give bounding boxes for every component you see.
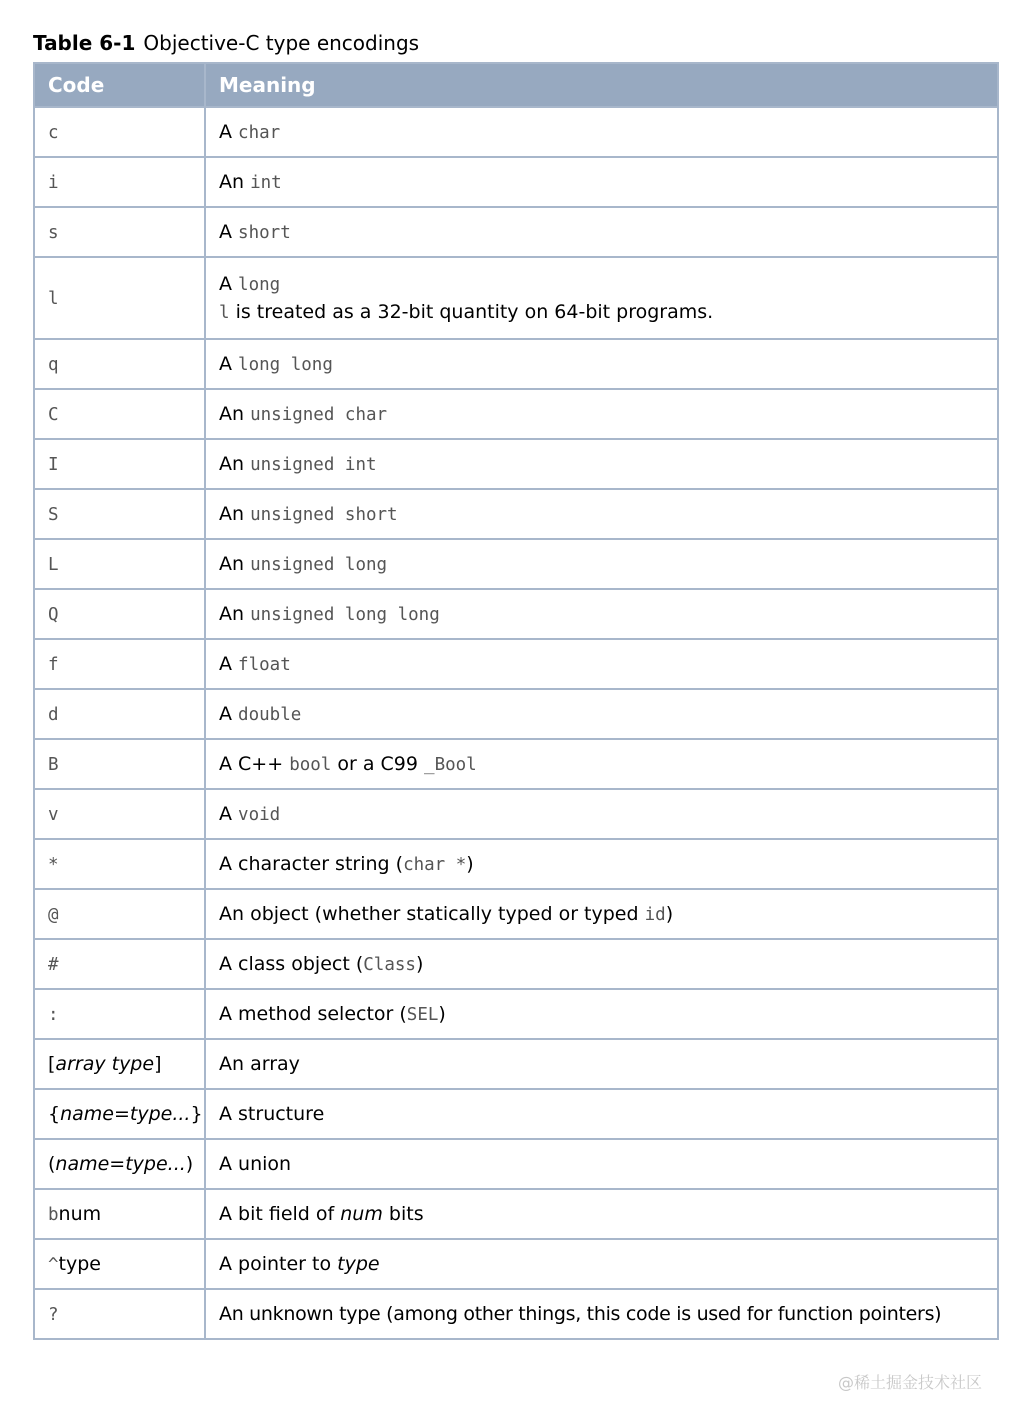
code-segment: num	[58, 1203, 102, 1225]
meaning-segment: or a C99	[331, 753, 425, 775]
table-row	[34, 339, 998, 389]
table-row	[34, 689, 998, 739]
meaning-cell	[205, 1239, 998, 1289]
code-segment: name=type...	[55, 1153, 186, 1175]
table-row	[34, 639, 998, 689]
code-cell	[34, 639, 205, 689]
meaning-segment: A character string (	[219, 853, 404, 875]
meaning-segment: long long	[238, 355, 333, 375]
code-segment: )	[185, 1153, 194, 1175]
table-row	[34, 839, 998, 889]
meaning-segment: unsigned short	[250, 505, 398, 525]
meaning-cell	[205, 839, 998, 889]
meaning-segment: unsigned long	[250, 555, 388, 575]
meaning-segment: )	[665, 903, 674, 925]
meaning-text	[219, 1153, 291, 1175]
meaning-segment: num	[340, 1203, 383, 1225]
meaning-text	[219, 353, 333, 375]
meaning-text	[219, 1003, 446, 1025]
table-row	[34, 1239, 998, 1289]
meaning-segment: type	[337, 1253, 380, 1275]
meaning-segment: id	[644, 905, 666, 925]
code-segment: b	[48, 1205, 59, 1225]
meaning-text	[219, 853, 474, 875]
meaning-segment: char	[238, 123, 281, 143]
meaning-cell	[205, 1189, 998, 1239]
meaning-segment: A	[219, 273, 239, 295]
code-cell	[34, 257, 205, 339]
meaning-cell	[205, 939, 998, 989]
meaning-text	[219, 273, 280, 295]
code-value: f	[48, 655, 59, 675]
code-cell	[34, 489, 205, 539]
meaning-text	[219, 503, 398, 525]
code-value: ?	[48, 1305, 59, 1325]
meaning-segment: bits	[382, 1203, 424, 1225]
code-cell	[34, 939, 205, 989]
table-row	[34, 257, 998, 339]
table-caption	[33, 30, 419, 56]
code-cell	[34, 589, 205, 639]
meaning-cell	[205, 539, 998, 589]
meaning-segment: An array	[219, 1053, 300, 1075]
meaning-segment: An unknown type (among other things, this code is used for function pointers)	[219, 1303, 942, 1325]
meaning-text	[219, 171, 282, 193]
table-row	[34, 107, 998, 157]
code-value: d	[48, 705, 59, 725]
meaning-segment: )	[415, 953, 424, 975]
meaning-text	[219, 803, 280, 825]
meaning-cell	[205, 257, 998, 339]
meaning-cell	[205, 639, 998, 689]
meaning-segment: An	[219, 171, 251, 193]
meaning-text	[219, 1053, 300, 1075]
meaning-segment: An	[219, 503, 251, 525]
meaning-segment: A	[219, 221, 239, 243]
meaning-segment: _Bool	[424, 755, 477, 775]
meaning-cell	[205, 989, 998, 1039]
code-segment: type	[58, 1253, 101, 1275]
note-segment: is treated as a 32-bit quantity on 64-bit programs.	[229, 301, 714, 323]
table-row	[34, 1289, 998, 1339]
code-segment: {	[48, 1103, 61, 1125]
code-segment: array type	[55, 1053, 155, 1075]
meaning-text	[219, 753, 477, 775]
meaning-segment: A class object (	[219, 953, 364, 975]
code-value: *	[48, 855, 59, 875]
table-row	[34, 1039, 998, 1089]
code-value: s	[48, 223, 59, 243]
code-value: i	[48, 173, 59, 193]
meaning-segment: A C++	[219, 753, 290, 775]
meaning-text	[219, 903, 673, 925]
meaning-segment: Class	[363, 955, 416, 975]
meaning-text	[219, 553, 387, 575]
code-cell	[34, 207, 205, 257]
code-cell	[34, 439, 205, 489]
code-value: q	[48, 355, 59, 375]
meaning-cell	[205, 439, 998, 489]
meaning-text	[219, 121, 280, 143]
meaning-text	[219, 603, 440, 625]
table-row	[34, 939, 998, 989]
meaning-cell	[205, 207, 998, 257]
table-row	[34, 1139, 998, 1189]
code-value: L	[48, 555, 59, 575]
table-row	[34, 207, 998, 257]
code-cell	[34, 1289, 205, 1339]
table-title: Objective-C type encodings	[143, 31, 420, 55]
table-row	[34, 739, 998, 789]
meaning-text	[219, 1203, 424, 1225]
table-row	[34, 389, 998, 439]
code-value: c	[48, 123, 59, 143]
table-row	[34, 539, 998, 589]
meaning-text	[219, 703, 301, 725]
code-cell	[34, 889, 205, 939]
meaning-segment: An	[219, 553, 251, 575]
meaning-note	[219, 301, 997, 323]
meaning-text	[219, 453, 377, 475]
meaning-segment: A structure	[219, 1103, 325, 1125]
code-cell	[34, 389, 205, 439]
note-segment: l	[219, 303, 230, 323]
meaning-cell	[205, 689, 998, 739]
meaning-text	[219, 1103, 324, 1125]
code-cell	[34, 1189, 205, 1239]
code-value: S	[48, 505, 59, 525]
code-value: l	[48, 289, 59, 309]
code-value: B	[48, 755, 59, 775]
meaning-segment: SEL	[406, 1005, 439, 1025]
code-segment: ^	[48, 1255, 59, 1275]
code-value: I	[48, 455, 59, 475]
code-value: C	[48, 405, 59, 425]
code-cell	[34, 107, 205, 157]
code-cell	[34, 839, 205, 889]
meaning-segment: char *	[403, 855, 467, 875]
meaning-cell	[205, 339, 998, 389]
meaning-segment: int	[250, 173, 282, 193]
meaning-segment: float	[238, 655, 291, 675]
meaning-text	[219, 1253, 380, 1275]
meaning-cell	[205, 589, 998, 639]
meaning-cell	[205, 1089, 998, 1139]
meaning-segment: A pointer to	[219, 1253, 338, 1275]
meaning-segment: long	[238, 275, 281, 295]
meaning-segment: )	[466, 853, 474, 875]
meaning-cell	[205, 1139, 998, 1189]
column-header-code: Code	[34, 63, 205, 107]
meaning-segment: A	[219, 653, 239, 675]
meaning-cell	[205, 107, 998, 157]
meaning-segment: A	[219, 803, 239, 825]
table-row	[34, 489, 998, 539]
code-cell	[34, 157, 205, 207]
meaning-segment: A	[219, 121, 239, 143]
meaning-segment: A method selector (	[219, 1003, 407, 1025]
code-cell	[34, 539, 205, 589]
code-segment: }	[190, 1103, 203, 1125]
meaning-cell	[205, 389, 998, 439]
meaning-segment: double	[238, 705, 302, 725]
meaning-segment: A	[219, 703, 239, 725]
meaning-segment: short	[238, 223, 291, 243]
code-segment: (	[48, 1153, 56, 1175]
code-value: Q	[48, 605, 59, 625]
table-body	[34, 107, 998, 1339]
meaning-segment: )	[438, 1003, 446, 1025]
table-row	[34, 889, 998, 939]
table-row	[34, 439, 998, 489]
meaning-segment: A	[219, 353, 239, 375]
meaning-segment: A union	[219, 1153, 292, 1175]
code-segment: ]	[154, 1053, 162, 1075]
meaning-text	[219, 403, 387, 425]
meaning-segment: bool	[289, 755, 332, 775]
code-value: v	[48, 805, 59, 825]
code-cell	[34, 1239, 205, 1289]
table-row	[34, 589, 998, 639]
meaning-segment: unsigned long long	[250, 605, 440, 625]
table-row	[34, 1089, 998, 1139]
meaning-cell	[205, 789, 998, 839]
meaning-text	[219, 1303, 941, 1325]
table-row	[34, 157, 998, 207]
code-value: @	[48, 905, 59, 925]
table-header-row	[34, 63, 998, 107]
meaning-cell	[205, 889, 998, 939]
meaning-segment: An	[219, 403, 251, 425]
type-encodings-table	[33, 62, 999, 1340]
code-value: #	[48, 955, 59, 975]
meaning-segment: An	[219, 603, 251, 625]
table-row	[34, 989, 998, 1039]
meaning-segment: unsigned int	[250, 455, 377, 475]
meaning-segment: unsigned char	[250, 405, 388, 425]
code-segment: [	[48, 1053, 56, 1075]
meaning-segment: An	[219, 453, 251, 475]
meaning-cell	[205, 1289, 998, 1339]
code-cell	[34, 1089, 205, 1139]
meaning-cell	[205, 157, 998, 207]
code-cell	[34, 1039, 205, 1089]
meaning-segment: void	[238, 805, 281, 825]
meaning-text	[219, 221, 291, 243]
code-cell	[34, 339, 205, 389]
code-cell	[34, 689, 205, 739]
meaning-text	[219, 653, 291, 675]
table-row	[34, 1189, 998, 1239]
code-value: :	[48, 1005, 59, 1025]
column-header-meaning: Meaning	[205, 63, 998, 107]
code-cell	[34, 989, 205, 1039]
code-cell	[34, 739, 205, 789]
table-number: Table 6-1	[33, 31, 136, 55]
code-cell	[34, 789, 205, 839]
table-row	[34, 789, 998, 839]
meaning-cell	[205, 739, 998, 789]
meaning-cell	[205, 489, 998, 539]
watermark: @稀土掘金技术社区	[838, 1373, 983, 1392]
meaning-segment: An object (whether statically typed or typed	[219, 903, 645, 925]
code-cell	[34, 1139, 205, 1189]
meaning-segment: A bit field of	[219, 1203, 341, 1225]
code-segment: name=type...	[60, 1103, 191, 1125]
meaning-text	[219, 953, 423, 975]
meaning-cell	[205, 1039, 998, 1089]
